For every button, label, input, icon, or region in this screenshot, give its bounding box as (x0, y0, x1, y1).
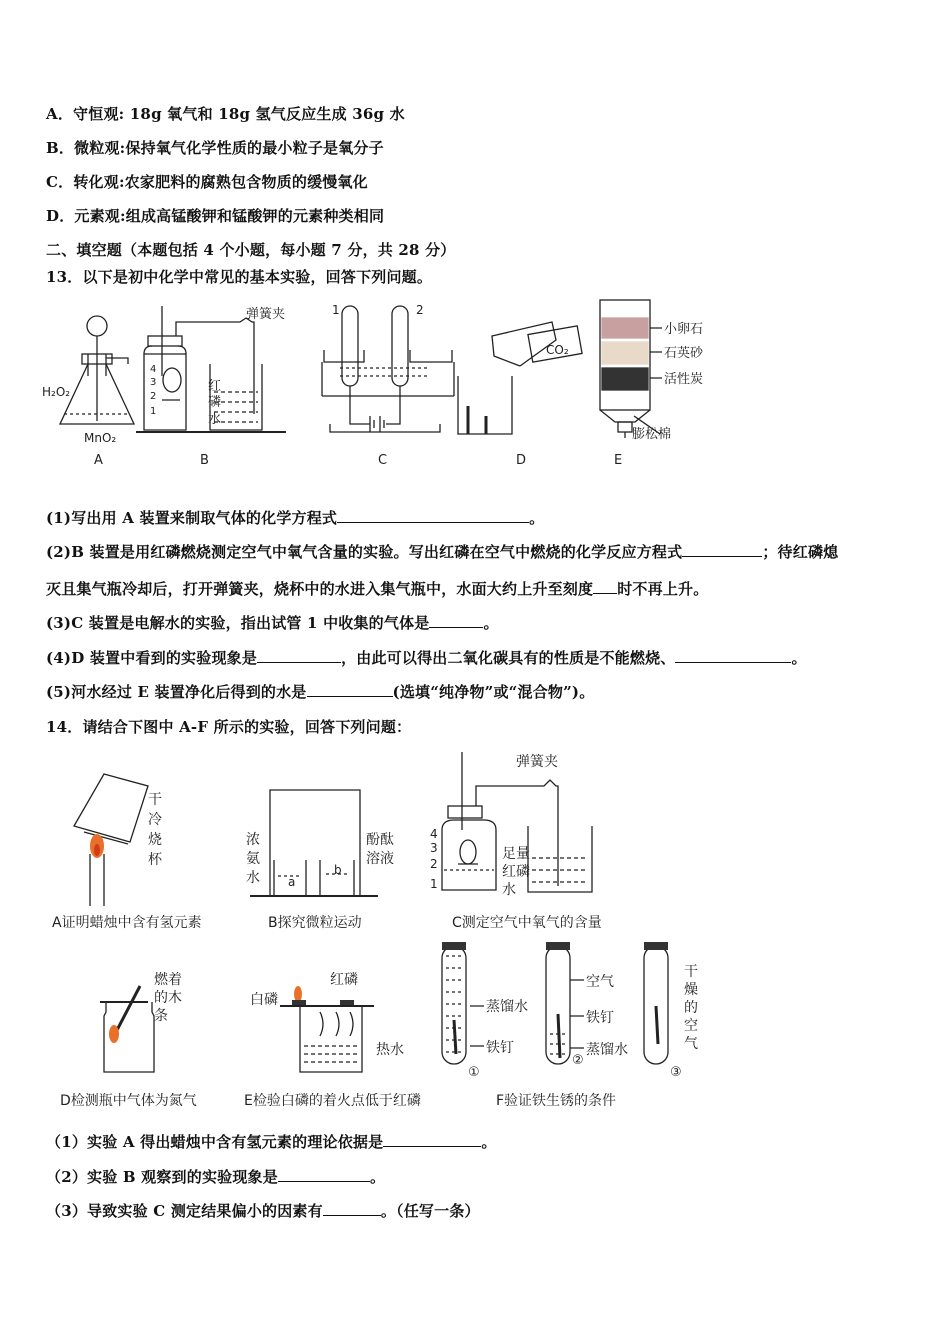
q13-p5-text-b: (选填“纯净物”或“混合物”)。 (392, 683, 595, 701)
q14-fig-c-scale-1: 1 (430, 877, 438, 891)
q14-fig-b-right-1: 溶液 (366, 851, 394, 867)
option-c: C．转化观:农家肥料的腐熟包含物质的缓慢氧化 (46, 173, 368, 191)
q14-p2-end: 。 (369, 1168, 386, 1186)
q13-part-2-line-2 (46, 578, 708, 599)
q13-fig-tube2-label: 2 (416, 303, 424, 317)
q13-fig-b-scale-4: 4 (150, 364, 157, 375)
q13-title: 13．以下是初中化学中常见的基本实验，回答下列问题。 (46, 268, 433, 286)
q14-p1-end: 。 (481, 1133, 497, 1151)
q14-part-2 (46, 1166, 385, 1187)
q13-p2-blank-1[interactable] (682, 542, 762, 557)
q14-p1-blank[interactable] (383, 1132, 481, 1147)
option-d: D．元素观:组成高锰酸钾和锰酸钾的元素种类相同 (46, 207, 385, 225)
q13-fig-b-letter: B (200, 453, 209, 468)
q14-fig-b-right-0: 酚酞 (366, 832, 394, 848)
q14-fig-a-label-2: 烧 (148, 832, 162, 848)
q13-p3-end: 。 (483, 614, 499, 632)
q14-fig-e-hot: 热水 (376, 1042, 404, 1058)
q13-part-3 (46, 612, 499, 633)
q13-fig-b-scale-2: 2 (150, 391, 157, 402)
q13-fig-carbon-label: 活性炭 (664, 372, 704, 387)
q14-fig-e-white: 白磷 (250, 992, 278, 1008)
q13-fig-b-scale-1: 1 (150, 406, 157, 417)
q13-p1-text: (1)写出用 A 装置来制取气体的化学方程式 (46, 509, 338, 527)
q14-fig-a-label-1: 冷 (148, 812, 162, 828)
q14-fig-f-dry-4: 气 (684, 1036, 698, 1052)
q14-fig-c-scale-2: 2 (430, 857, 438, 871)
q13-fig-d-letter: D (516, 453, 527, 468)
option-a: A．守恒观: 18g 氧气和 18g 氢气反应生成 36g 水 (46, 105, 405, 123)
q14-fig-a-label-0: 干 (148, 792, 162, 808)
q14-fig-f-dry-3: 空 (684, 1018, 698, 1034)
q13-part-4 (46, 647, 807, 668)
q14-fig-e-red: 红磷 (330, 972, 358, 988)
q13-p4-end: 。 (791, 649, 807, 667)
q14-fig-b-left-1: 氨 (246, 851, 260, 867)
q14-fig-b-b: b (334, 863, 342, 877)
q13-fig-tube1-label: 1 (332, 303, 340, 317)
q13-p4-blank-2[interactable] (675, 648, 791, 663)
q14-figure-bottom (44, 936, 724, 1084)
q14-fig-b-a: a (288, 875, 296, 889)
q14-fig-c-scale-3: 3 (430, 841, 438, 855)
q14-p3-text: （3）导致实验 C 测定结果偏小的因素有 (46, 1202, 323, 1220)
q13-p2-blank-2[interactable] (593, 579, 617, 594)
q13-fig-quartz-label: 石英砂 (664, 346, 704, 361)
q14-fig-f-nail: 铁钉 (486, 1040, 514, 1056)
q14-p3-end: 。（任写一条） (380, 1202, 480, 1220)
q14-fig-d-label-0: 燃着 (154, 972, 182, 988)
q13-fig-a-letter: A (94, 453, 103, 468)
q13-p3-blank[interactable] (429, 613, 483, 628)
q14-fig-f-n2: ② (572, 1053, 584, 1068)
q13-p2-text-a: (2)B 装置是用红磷燃烧测定空气中氧气含量的实验。写出红磷在空气中燃烧的化学反应方程式 (46, 543, 683, 561)
q13-fig-c-letter: C (378, 453, 388, 468)
q13-fig-pebble-label: 小卵石 (664, 322, 704, 337)
q14-part-1 (46, 1131, 497, 1152)
q13-p4-text-a: (4)D 装置中看到的实验现象是 (46, 649, 258, 667)
q14-fig-b-left-2: 水 (246, 870, 260, 886)
q13-fig-co2-label: CO₂ (546, 343, 569, 357)
q14-fig-f-nail2: 铁钉 (586, 1010, 614, 1026)
q13-figure (40, 296, 720, 476)
q14-fig-c-label-3: 水 (502, 882, 516, 898)
q14-p2-blank[interactable] (278, 1167, 370, 1182)
q14-fig-b-left-0: 浓 (246, 832, 260, 848)
q13-fig-red-label-1: 红 (208, 379, 222, 394)
q14-caption-f: F验证铁生锈的条件 (496, 1093, 617, 1109)
q13-fig-red-label-2: 磷 (208, 395, 222, 410)
q13-part-1 (46, 507, 544, 528)
q13-fig-spring-clip-label: 弹簧夹 (246, 307, 286, 322)
q14-fig-spring-clip: 弹簧夹 (516, 754, 558, 770)
q14-caption-a: A证明蜡烛中含有氢元素 (52, 915, 202, 931)
q14-caption-c: C测定空气中氧气的含量 (452, 915, 602, 931)
q14-part-3 (46, 1200, 480, 1221)
q14-fig-d-label-2: 条 (154, 1008, 168, 1024)
q13-p4-blank-1[interactable] (257, 648, 341, 663)
q13-p1-end: 。 (529, 509, 545, 527)
q14-fig-c-scale-4: 4 (430, 827, 438, 841)
q14-p3-blank[interactable] (323, 1201, 381, 1216)
section-2-heading: 二、填空题（本题包括 4 个小题，每小题 7 分，共 28 分） (46, 241, 456, 259)
q14-fig-c-label-1: 足量 (502, 846, 530, 862)
q14-p2-text: （2）实验 B 观察到的实验现象是 (46, 1168, 278, 1186)
q14-fig-f-dry-1: 燥 (684, 982, 698, 998)
q13-part-2-line-1 (46, 541, 838, 562)
q13-p2-text-b: ；待红磷熄 (762, 543, 839, 561)
q14-title: 14．请结合下图中 A-F 所示的实验，回答下列问题： (46, 718, 412, 736)
q14-caption-d: D检测瓶中气体为氮气 (60, 1093, 197, 1109)
q13-p3-text: (3)C 装置是电解水的实验，指出试管 1 中收集的气体是 (46, 614, 430, 632)
q13-part-5 (46, 681, 594, 702)
q14-fig-a-label-3: 杯 (148, 852, 162, 868)
q13-p4-text-b: ，由此可以得出二氧化碳具有的性质是不能燃烧、 (341, 649, 676, 667)
q13-p2-text-c: 灭且集气瓶冷却后，打开弹簧夹，烧杯中的水进入集气瓶中，水面大约上升至刻度 (46, 580, 594, 598)
q14-figure-top (44, 746, 664, 906)
q13-fig-water-label: 水 (208, 412, 222, 427)
q14-fig-c-label-2: 红磷 (502, 864, 530, 880)
option-b: B．微粒观:保持氧气化学性质的最小粒子是氧分子 (46, 139, 384, 157)
q14-fig-f-water: 蒸馏水 (486, 999, 528, 1015)
q13-fig-mno2-label: MnO₂ (84, 431, 117, 445)
q14-p1-text: （1）实验 A 得出蜡烛中含有氢元素的理论依据是 (46, 1133, 384, 1151)
q13-p1-blank[interactable] (337, 508, 529, 523)
q14-fig-f-air: 空气 (586, 974, 614, 990)
q14-fig-f-n1: ① (468, 1065, 480, 1080)
q13-fig-b-scale-3: 3 (150, 377, 157, 388)
q13-p5-blank[interactable] (307, 682, 393, 697)
q13-fig-h2o2-label: H₂O₂ (42, 385, 71, 399)
q13-fig-cotton-label: 膨松棉 (632, 427, 672, 442)
q14-fig-d-label-1: 的木 (154, 990, 182, 1006)
q14-fig-f-water2: 蒸馏水 (586, 1042, 628, 1058)
q14-caption-b: B探究微粒运动 (268, 915, 362, 931)
q14-fig-f-dry-2: 的 (684, 1000, 698, 1016)
q14-fig-f-n3: ③ (670, 1065, 682, 1080)
q13-p5-text-a: (5)河水经过 E 装置净化后得到的水是 (46, 683, 307, 701)
q13-fig-e-letter: E (614, 453, 623, 468)
q13-p2-text-d: 时不再上升。 (617, 580, 709, 598)
q14-caption-e: E检验白磷的着火点低于红磷 (244, 1093, 421, 1109)
q14-fig-f-dry-0: 干 (684, 964, 698, 980)
